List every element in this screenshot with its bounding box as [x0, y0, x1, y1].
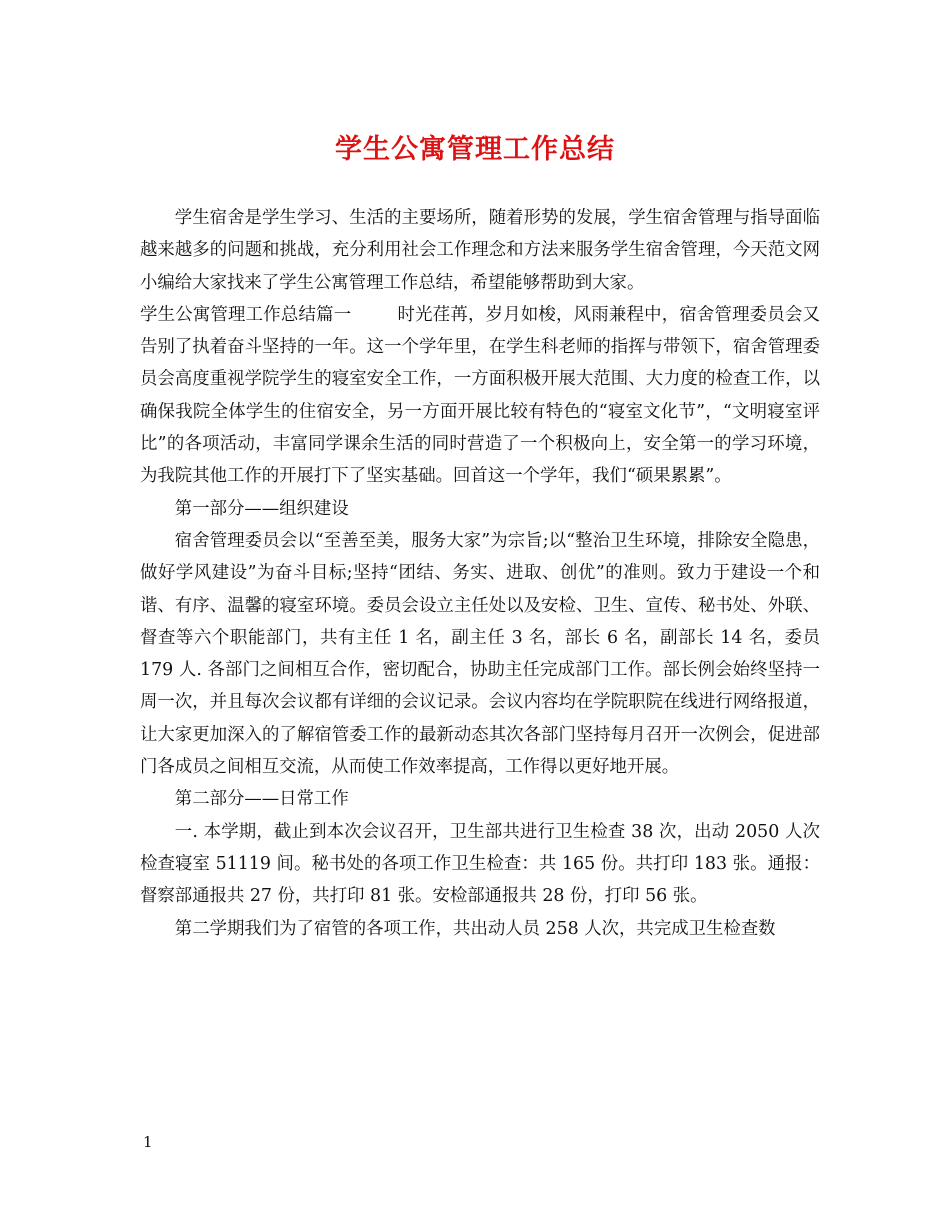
page-number: 1 — [143, 1133, 153, 1151]
section-one-text: 时光荏苒，岁月如梭，风雨兼程中，宿舍管理委员会又告别了执着奋斗坚持的一年。这一个学年里，在学生科老师的指挥与带领下，宿舍管理委员会高度重视学院学生的寝室安全工作，一方面积极开展大范围、大力度的检查工作，以确保我院全体学生的住宿安全，另一方面开展比较有特色的“寝室文化节”，“文明寝室评比”的各项活动，丰富同学课余生活的同时营造了一个积极向上，安全第一的学习环境，为我院其他工作的开展打下了坚实基础。回首这一个学年，我们“硕果累累”。 — [140, 304, 820, 487]
document-title: 学生公寓管理工作总结 — [335, 134, 615, 165]
document-body — [140, 202, 820, 945]
part-one-heading: 第一部分——组织建设 — [174, 498, 349, 519]
part-two-heading: 第二部分——日常工作 — [174, 789, 349, 810]
section-one-paragraph — [140, 299, 820, 493]
part-two-item-two: 第二学期我们为了宿管的各项工作，共出动人员 258 人次，共完成卫生检查数 — [174, 918, 776, 939]
part-one-paragraph: 宿舍管理委员会以“至善至美，服务大家”为宗旨;以“整治卫生环境，排除安全隐患，做好学风建设”为奋斗目标;坚持“团结、务实、进取、创优”的准则。致力于建设一个和谐、有序、温馨的寝室环境。委员会设立主任处以及安检、卫生、宣传、秘书处、外联、督查等六个职能部门，共有主任 1 名，副主任 3 名，部长 6 名，副部长 14 名，委员 179 人. 各部门之间相互合作，密切配合，协助主任完成部门工作。部长例会始终坚持一周一次，并且每次会议都有详细的会议记录。会议内容均在学院职院在线进行网络报道，让大家更加深入的了解宿管委工作的最新动态其次各部门坚持每月召开一次例会，促进部门各成员之间相互交流，从而使工作效率提高，工作得以更好地开展。 — [140, 530, 820, 778]
intro-paragraph: 学生宿舍是学生学习、生活的主要场所，随着形势的发展，学生宿舍管理与指导面临越来越多的问题和挑战，充分利用社会工作理念和方法来服务学生宿舍管理，今天范文网小编给大家找来了学生公寓管理工作总结，希望能够帮助到大家。 — [140, 208, 820, 293]
section-one-heading: 学生公寓管理工作总结篇一 — [140, 304, 352, 325]
part-two-item-one: 一. 本学期，截止到本次会议召开，卫生部共进行卫生检查 38 次，出动 2050 人次检查寝室 51119 间。秘书处的各项工作卫生检查：共 165 份。共打印 183 张。通报： 督察部通报共 27 份，共打印 81 张。安检部通报共 28 份，打印 56 张。 — [140, 821, 820, 907]
